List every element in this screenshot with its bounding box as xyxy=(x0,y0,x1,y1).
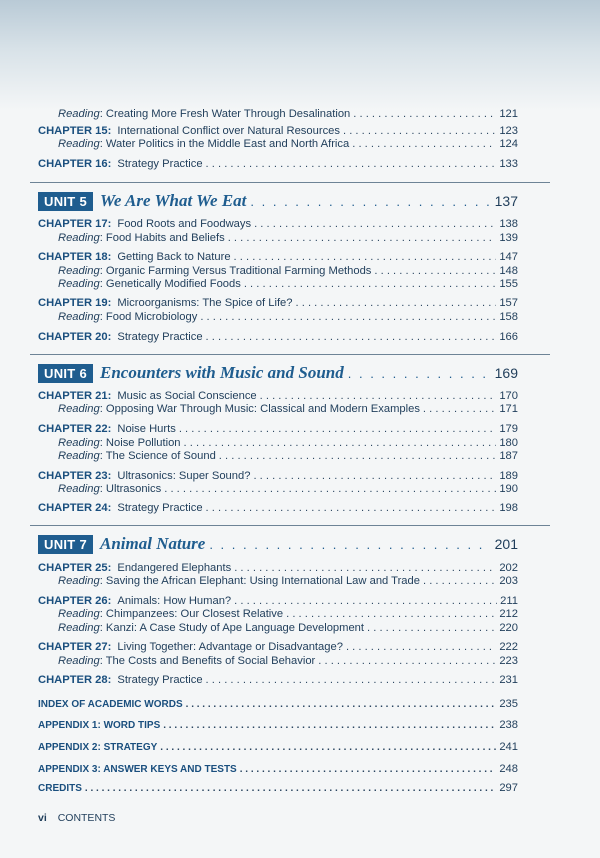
chapter-label: CHAPTER 22: xyxy=(38,423,112,435)
dot-leader xyxy=(318,654,496,668)
reading-title: : Ultrasonics xyxy=(99,483,162,495)
page-number: 124 xyxy=(499,138,518,150)
chapter-title: Music as Social Conscience xyxy=(117,390,257,402)
dot-leader xyxy=(234,561,496,575)
entry-title xyxy=(38,594,231,608)
dot-leader xyxy=(85,782,496,796)
toc-reading-entry[interactable] xyxy=(58,137,518,151)
chapter-label: CHAPTER 18: xyxy=(38,251,112,263)
entry-title xyxy=(38,673,203,687)
page-number: 231 xyxy=(499,674,518,686)
reading-prefix: Reading xyxy=(58,608,100,620)
page-number: 220 xyxy=(499,622,518,634)
page-number: 223 xyxy=(499,655,518,667)
reading-prefix: Reading xyxy=(58,265,100,277)
dot-leader xyxy=(296,296,497,310)
dot-leader xyxy=(160,741,496,755)
dot-leader xyxy=(206,673,497,687)
reading-title: : Saving the African Elephant: Using International Law and Trade xyxy=(99,575,420,587)
dot-leader xyxy=(234,594,497,608)
page-number: 123 xyxy=(499,125,518,137)
entry-title xyxy=(58,231,225,245)
entry-title xyxy=(38,389,257,403)
page-number: 203 xyxy=(499,575,518,587)
chapter-label: CHAPTER 26: xyxy=(38,595,112,607)
chapter-title: Noise Hurts xyxy=(117,423,176,435)
dot-leader xyxy=(367,621,496,635)
reading-title: : Water Politics in the Middle East and North Africa xyxy=(99,138,350,150)
entry-title: CREDITS xyxy=(38,783,82,794)
toc-chapter-entry[interactable] xyxy=(38,422,518,436)
dot-leader xyxy=(260,389,497,403)
chapter-title: Strategy Practice xyxy=(117,674,203,686)
reading-title: : Creating More Fresh Water Through Desalination xyxy=(99,108,351,120)
dot-leader xyxy=(206,157,497,171)
entry-title xyxy=(58,402,420,416)
toc-chapter-entry[interactable] xyxy=(38,389,518,403)
toc-reading-entry[interactable] xyxy=(58,402,518,416)
entry-title xyxy=(38,640,343,654)
dot-leader xyxy=(234,250,497,264)
page-number: 198 xyxy=(499,502,518,514)
toc-chapter-entry[interactable] xyxy=(38,124,518,138)
page-number: 190 xyxy=(499,483,518,495)
reading-title: : Food Habits and Beliefs xyxy=(99,232,225,244)
reading-prefix: Reading xyxy=(58,311,100,323)
toc-reading-entry[interactable] xyxy=(58,607,518,621)
chapter-label: CHAPTER 17: xyxy=(38,218,112,230)
toc-reading-entry[interactable] xyxy=(58,231,518,245)
toc-chapter-entry[interactable] xyxy=(38,469,518,483)
reading-prefix: Reading xyxy=(58,232,100,244)
chapter-label: CHAPTER 19: xyxy=(38,297,112,309)
page-number: 137 xyxy=(494,193,518,209)
entry-title xyxy=(58,574,420,588)
chapter-title: Endangered Elephants xyxy=(117,562,232,574)
entry-title xyxy=(58,621,364,635)
page-number: 222 xyxy=(499,641,518,653)
page-number: 157 xyxy=(499,297,518,309)
toc-reading-entry[interactable] xyxy=(58,264,518,278)
unit-heading[interactable] xyxy=(38,362,518,384)
toc-reading-entry[interactable] xyxy=(58,449,518,463)
dot-leader xyxy=(219,449,497,463)
toc-chapter-entry[interactable] xyxy=(38,640,518,654)
unit-badge: UNIT 6 xyxy=(38,364,93,383)
page-number: 166 xyxy=(499,331,518,343)
page-number: 179 xyxy=(499,423,518,435)
page-number: 187 xyxy=(499,450,518,462)
reading-title: : The Science of Sound xyxy=(99,450,216,462)
page-number: 133 xyxy=(499,158,518,170)
unit-title: Animal Nature xyxy=(99,534,206,553)
toc-reading-entry[interactable] xyxy=(58,277,518,291)
reading-title: : Noise Pollution xyxy=(99,437,181,449)
page-number: 189 xyxy=(499,470,518,482)
dot-leader xyxy=(206,501,497,515)
page-number: 238 xyxy=(499,719,518,731)
dot-leader xyxy=(286,607,496,621)
page-number: 235 xyxy=(499,698,518,710)
dot-leader xyxy=(352,137,496,151)
chapter-title: Living Together: Advantage or Disadvantage? xyxy=(117,641,343,653)
reading-title: : Organic Farming Versus Traditional Farming Methods xyxy=(99,265,372,277)
unit-divider xyxy=(30,354,550,355)
entry-title xyxy=(58,654,315,668)
page-number: 158 xyxy=(499,311,518,323)
reading-prefix: Reading xyxy=(58,138,100,150)
page-number: 180 xyxy=(499,437,518,449)
page-number: 212 xyxy=(499,608,518,620)
chapter-label: CHAPTER 28: xyxy=(38,674,112,686)
toc-reading-entry[interactable] xyxy=(58,436,518,450)
chapter-title: Strategy Practice xyxy=(117,331,203,343)
reading-prefix: Reading xyxy=(58,575,100,587)
reading-prefix: Reading xyxy=(58,483,100,495)
unit-badge: UNIT 5 xyxy=(38,192,93,211)
entry-title xyxy=(58,310,197,324)
toc-chapter-entry[interactable] xyxy=(38,501,518,515)
toc-chapter-entry[interactable] xyxy=(38,330,518,344)
page-number: 148 xyxy=(499,265,518,277)
toc-chapter-entry[interactable] xyxy=(38,217,518,231)
toc-back-matter-entry[interactable] xyxy=(38,781,518,796)
unit-badge: UNIT 7 xyxy=(38,535,93,554)
entry-title xyxy=(38,330,203,344)
chapter-label: CHAPTER 27: xyxy=(38,641,112,653)
toc-chapter-entry[interactable] xyxy=(38,157,518,171)
dot-leader xyxy=(348,366,491,381)
entry-title xyxy=(38,422,176,436)
dot-leader xyxy=(374,264,496,278)
page-top-shadow xyxy=(0,0,600,110)
toc-back-matter-entry[interactable] xyxy=(38,762,518,777)
entry-title xyxy=(58,277,241,291)
toc-reading-entry[interactable] xyxy=(58,574,518,588)
entry-title xyxy=(38,250,231,264)
entry-title xyxy=(58,264,371,278)
footer-section-label: CONTENTS xyxy=(57,812,116,824)
unit-title: We Are What We Eat xyxy=(99,191,247,210)
entry-title xyxy=(58,107,350,121)
entry-title xyxy=(58,607,283,621)
reading-prefix: Reading xyxy=(58,622,100,634)
toc-chapter-entry[interactable] xyxy=(38,673,518,687)
dot-leader xyxy=(353,107,496,121)
entry-title: APPENDIX 1: WORD TIPS xyxy=(38,720,161,731)
toc-chapter-entry[interactable] xyxy=(38,594,518,608)
unit-title: Encounters with Music and Sound xyxy=(99,363,344,382)
dot-leader xyxy=(206,330,497,344)
dot-leader xyxy=(240,763,497,777)
reading-prefix: Reading xyxy=(58,450,100,462)
page-number: 139 xyxy=(499,232,518,244)
reading-title: : Opposing War Through Music: Classical and Modern Examples xyxy=(99,403,420,415)
entry-title: APPENDIX 2: STRATEGY xyxy=(38,742,158,753)
dot-leader xyxy=(423,402,496,416)
reading-prefix: Reading xyxy=(58,278,100,290)
dot-leader xyxy=(179,422,497,436)
reading-title: : Food Microbiology xyxy=(99,311,198,323)
page-number: vi xyxy=(38,812,47,824)
entry-title xyxy=(38,501,203,515)
chapter-title: Food Roots and Foodways xyxy=(117,218,252,230)
dot-leader xyxy=(163,719,496,733)
unit-heading[interactable] xyxy=(38,533,518,555)
entry-title xyxy=(38,469,250,483)
reading-title: : The Costs and Benefits of Social Behavior xyxy=(99,655,316,667)
entry-title xyxy=(38,157,203,171)
dot-leader xyxy=(186,698,497,712)
chapter-label: CHAPTER 16: xyxy=(38,158,112,170)
page-footer xyxy=(38,812,115,824)
dot-leader xyxy=(343,124,496,138)
unit-divider xyxy=(30,525,550,526)
reading-prefix: Reading xyxy=(58,655,100,667)
dot-leader xyxy=(200,310,496,324)
chapter-label: CHAPTER 21: xyxy=(38,390,112,402)
page-number: 202 xyxy=(499,562,518,574)
toc-chapter-entry[interactable] xyxy=(38,250,518,264)
dot-leader xyxy=(244,277,496,291)
chapter-label: CHAPTER 20: xyxy=(38,331,112,343)
reading-title: : Genetically Modified Foods xyxy=(99,278,241,290)
entry-title xyxy=(58,482,161,496)
toc-reading-entry[interactable] xyxy=(58,654,518,668)
reading-title: : Chimpanzees: Our Closest Relative xyxy=(99,608,284,620)
toc-back-matter-entry[interactable] xyxy=(38,740,518,755)
entry-title xyxy=(38,217,251,231)
toc-back-matter-entry[interactable] xyxy=(38,718,518,733)
entry-title xyxy=(38,124,340,138)
toc-reading-entry[interactable] xyxy=(58,310,518,324)
dot-leader xyxy=(209,537,490,552)
chapter-label: CHAPTER 15: xyxy=(38,125,112,137)
chapter-title: Strategy Practice xyxy=(117,502,203,514)
entry-title xyxy=(58,436,181,450)
chapter-title: Microorganisms: The Spice of Life? xyxy=(117,297,293,309)
page-number: 155 xyxy=(499,278,518,290)
entry-title xyxy=(38,561,231,575)
page-number: 170 xyxy=(499,390,518,402)
page-number: 121 xyxy=(499,108,518,120)
toc-reading-entry[interactable] xyxy=(58,482,518,496)
dot-leader xyxy=(423,574,496,588)
toc-back-matter-entry[interactable] xyxy=(38,697,518,712)
dot-leader xyxy=(346,640,496,654)
page-number: 248 xyxy=(499,763,518,775)
chapter-title: Strategy Practice xyxy=(117,158,203,170)
page-number: 171 xyxy=(499,403,518,415)
chapter-title: Animals: How Human? xyxy=(117,595,232,607)
toc-reading-entry[interactable] xyxy=(58,621,518,635)
toc-chapter-entry[interactable] xyxy=(38,561,518,575)
entry-title xyxy=(58,449,216,463)
reading-title: : Kanzi: A Case Study of Ape Language Development xyxy=(99,622,365,634)
reading-prefix: Reading xyxy=(58,108,100,120)
chapter-title: Getting Back to Nature xyxy=(117,251,231,263)
dot-leader xyxy=(184,436,497,450)
page-number: 169 xyxy=(494,365,518,381)
unit-heading[interactable] xyxy=(38,190,518,212)
page-number: 201 xyxy=(494,536,518,552)
chapter-label: CHAPTER 24: xyxy=(38,502,112,514)
chapter-title: International Conflict over Natural Resources xyxy=(117,125,340,137)
entry-title xyxy=(58,137,349,151)
unit-divider xyxy=(30,182,550,183)
reading-prefix: Reading xyxy=(58,437,100,449)
toc-chapter-entry[interactable] xyxy=(38,296,518,310)
page-number: 211 xyxy=(500,595,518,607)
entry-title: INDEX OF ACADEMIC WORDS xyxy=(38,699,183,710)
page-number: 138 xyxy=(499,218,518,230)
dot-leader xyxy=(228,231,497,245)
dot-leader xyxy=(250,194,490,209)
dot-leader xyxy=(164,482,496,496)
toc-reading-entry[interactable] xyxy=(58,107,518,121)
page-number: 241 xyxy=(499,741,518,753)
dot-leader xyxy=(254,217,496,231)
dot-leader xyxy=(253,469,496,483)
entry-title: APPENDIX 3: ANSWER KEYS AND TESTS xyxy=(38,764,237,775)
entry-title xyxy=(38,296,293,310)
page-number: 147 xyxy=(499,251,518,263)
chapter-label: CHAPTER 25: xyxy=(38,562,112,574)
chapter-title: Ultrasonics: Super Sound? xyxy=(117,470,251,482)
chapter-label: CHAPTER 23: xyxy=(38,470,112,482)
reading-prefix: Reading xyxy=(58,403,100,415)
page-number: 297 xyxy=(499,782,518,794)
